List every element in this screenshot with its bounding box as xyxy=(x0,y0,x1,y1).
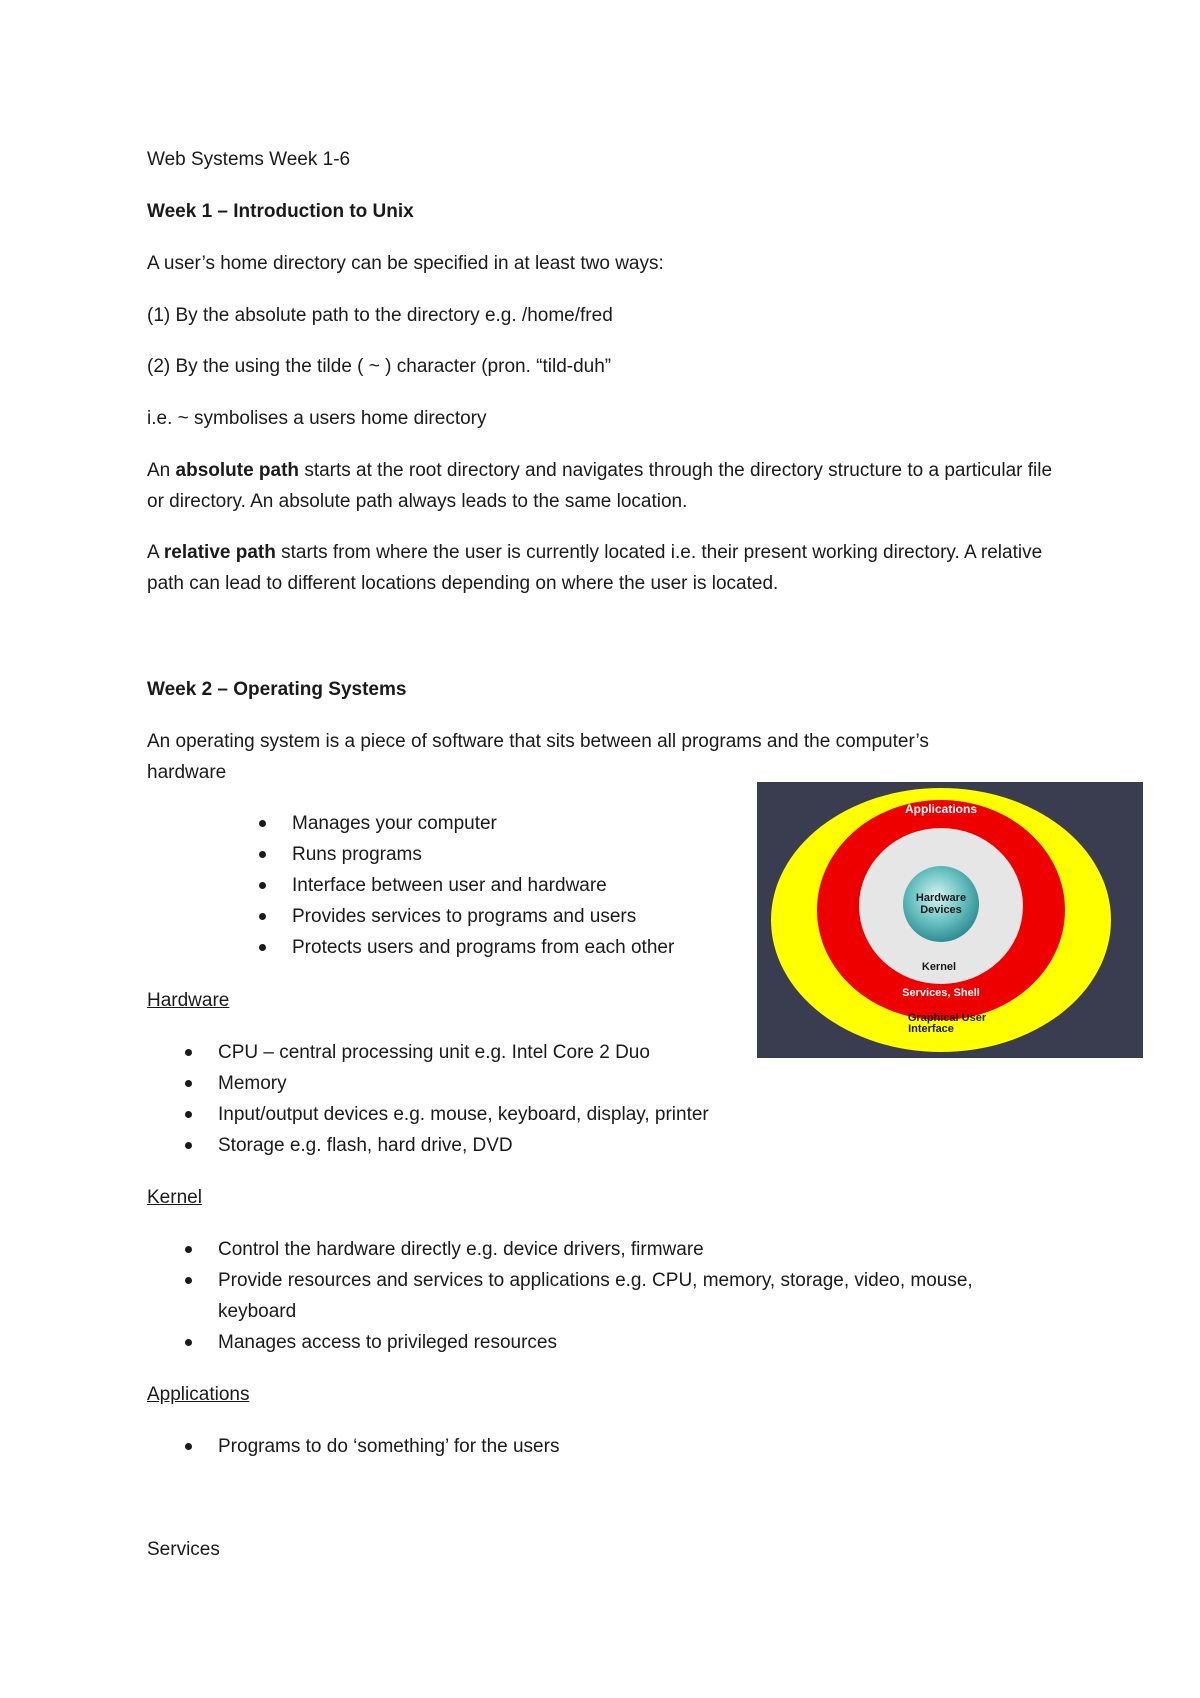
os-layers-diagram xyxy=(757,782,1143,1058)
diagram-label-hardware: Hardware xyxy=(915,892,967,904)
week1-heading: Week 1 – Introduction to Unix xyxy=(147,201,414,222)
list-item: Provides services to programs and users xyxy=(292,901,674,932)
list-item: Control the hardware directly e.g. device drivers, firmware xyxy=(218,1234,1038,1265)
list-item: Interface between user and hardware xyxy=(292,870,674,901)
applications-points-list xyxy=(218,1431,559,1462)
diagram-label-interface: Interface xyxy=(908,1023,954,1035)
list-item: Storage e.g. flash, hard drive, DVD xyxy=(218,1130,709,1161)
week2-intro-line1: An operating system is a piece of software that sits between all programs and the computer’s xyxy=(147,731,929,752)
diagram-label-services: Services, Shell xyxy=(902,987,980,999)
relative-path-paragraph xyxy=(147,537,1067,599)
list-item: Programs to do ‘something’ for the users xyxy=(218,1431,559,1462)
hardware-points-list xyxy=(218,1037,709,1161)
diagram-label-kernel: Kernel xyxy=(921,961,957,973)
relative-text: starts from where the user is currently located i.e. their present working directory. A relative path can lead to different locations depending on where the user is located. xyxy=(147,542,1043,594)
diagram-label-gui: Graphical User xyxy=(907,1012,987,1024)
list-item: Manages your computer xyxy=(292,808,674,839)
applications-heading: Applications xyxy=(147,1384,250,1405)
list-item: Runs programs xyxy=(292,839,674,870)
document-title: Web Systems Week 1-6 xyxy=(147,149,351,170)
list-item: Input/output devices e.g. mouse, keyboard, display, printer xyxy=(218,1099,709,1130)
diagram-label-devices: Devices xyxy=(920,904,962,916)
hardware-heading: Hardware xyxy=(147,990,230,1011)
os-layers-svg xyxy=(757,782,1143,1058)
week1-tilde-note: i.e. ~ symbolises a users home directory xyxy=(147,408,487,429)
services-heading: Services xyxy=(147,1539,220,1560)
week1-way2: (2) By the using the tilde ( ~ ) character (pron. “tild-duh” xyxy=(147,356,612,377)
kernel-points-list xyxy=(218,1234,1038,1358)
relative-term: relative path xyxy=(163,542,276,563)
kernel-heading: Kernel xyxy=(147,1187,202,1208)
list-item: Memory xyxy=(218,1068,709,1099)
list-item: Manages access to privileged resources xyxy=(218,1327,1038,1358)
relative-prefix: A xyxy=(147,542,164,563)
list-item: CPU – central processing unit e.g. Intel Core 2 Duo xyxy=(218,1037,709,1068)
week1-intro: A user’s home directory can be specified in at least two ways: xyxy=(147,253,664,274)
os-points-list xyxy=(292,808,674,963)
week2-heading: Week 2 – Operating Systems xyxy=(147,679,407,700)
absolute-prefix: An xyxy=(147,460,176,481)
absolute-path-paragraph xyxy=(147,455,1067,517)
week2-intro-line2: hardware xyxy=(147,762,227,783)
diagram-label-applications: Applications xyxy=(904,802,978,816)
week1-way1: (1) By the absolute path to the directory e.g. /home/fred xyxy=(147,305,613,326)
list-item: Protects users and programs from each other xyxy=(292,932,674,963)
list-item: Provide resources and services to applications e.g. CPU, memory, storage, video, mouse, keyboard xyxy=(218,1265,1038,1327)
absolute-term: absolute path xyxy=(175,460,300,481)
absolute-text: starts at the root directory and navigates through the directory structure to a particular file or directory. An absolute path always leads to the same location. xyxy=(147,460,1053,512)
